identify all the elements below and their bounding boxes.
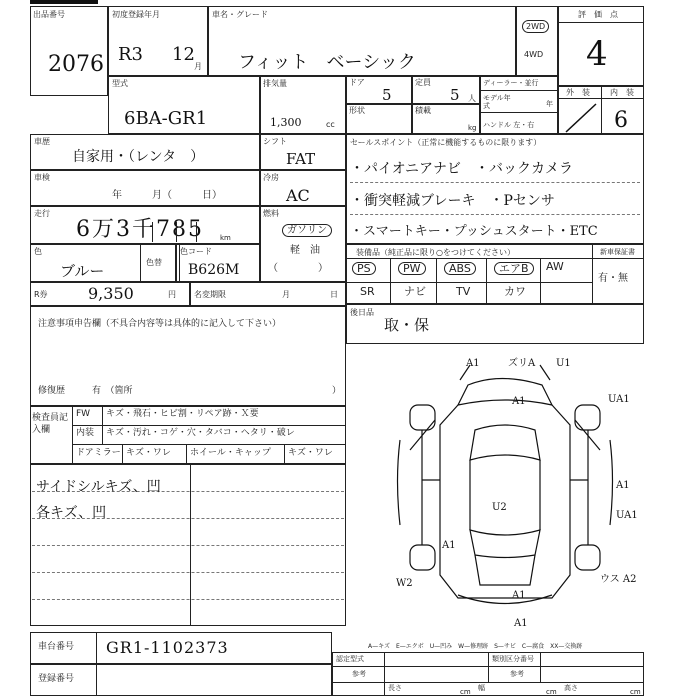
- notes-header: 注意事項申告欄（不具合内容等は具体的に記入して下さい）: [38, 319, 282, 329]
- score-label: 評 価 点: [578, 10, 618, 19]
- lot-box: [30, 6, 108, 96]
- name-change-day: 日: [330, 290, 338, 299]
- history-value: 自家用・（レンタ ）: [72, 149, 205, 165]
- height-label: 高さ: [564, 684, 578, 692]
- model-label: 型式: [112, 79, 128, 88]
- mileage-value: 6万3千785: [76, 217, 204, 242]
- ext-label: 外 装: [566, 88, 590, 97]
- first-reg-month: 12: [172, 44, 195, 65]
- equipment-item-r2-3: カワ: [504, 285, 526, 298]
- repair-label: 修復歴: [38, 386, 66, 396]
- warranty-value: 有・無: [598, 273, 628, 284]
- door-label: ドア: [349, 78, 365, 87]
- equipment-item-r2-0: SR: [360, 285, 375, 298]
- fuel-alt: 軽 油: [290, 245, 320, 256]
- ext-slash-mark: [560, 98, 600, 134]
- inspector-note-1: サイドシルキズ、凹: [36, 479, 161, 495]
- new-car-label: 新車保証書: [600, 248, 635, 256]
- equipment-item-4: AW: [546, 260, 564, 273]
- recycle-unit: 円: [168, 290, 176, 299]
- r3-head2: ホイール・キャップ: [190, 448, 271, 458]
- sales-label: セールスポイント（正常に機能するものに限ります）: [350, 138, 542, 147]
- car-diagram: [380, 350, 650, 630]
- rear-items: 取・保: [384, 316, 430, 334]
- drive-box: [516, 6, 558, 76]
- damage-mark-12: ウス A2: [600, 574, 637, 585]
- mileage-label: 走行: [34, 209, 50, 218]
- first-reg-month-unit: 月: [194, 62, 202, 71]
- cooling-label: 冷房: [263, 173, 279, 182]
- inspector-note-2: 各キズ、凹: [36, 505, 107, 521]
- damage-mark-10: A1: [514, 618, 528, 629]
- r1-text: キズ・飛石・ヒビ割・リペア跡・Ｘ要: [106, 409, 259, 419]
- model-value: 6BA-GR1: [124, 108, 208, 129]
- color-value: ブルー: [60, 262, 105, 280]
- r3-text: キズ・ワレ: [126, 448, 171, 458]
- width-cm: cm: [546, 688, 557, 696]
- equipment-item-1: PW: [398, 262, 426, 275]
- damage-mark-2: U1: [556, 358, 571, 369]
- r1-head: FW: [76, 409, 91, 419]
- chassis-label: 車台番号: [38, 642, 75, 652]
- sales-line-2: ・衝突軽減ブレーキ ・Pセンサ: [350, 193, 555, 209]
- history-label: 車歴: [34, 137, 50, 146]
- handle-label: ハンドル 左・右: [483, 121, 535, 129]
- first-reg-label: 初度登録年月: [112, 10, 160, 19]
- first-reg-era: R3: [118, 44, 144, 65]
- name-value: フィット ベーシック: [238, 52, 416, 73]
- year-unit: 年: [546, 100, 553, 108]
- door-value: 5: [382, 86, 392, 104]
- drive-2wd: 2WD: [522, 20, 549, 33]
- damage-mark-9: W2: [396, 578, 413, 589]
- recycle-label: R券: [34, 290, 48, 299]
- r3-head: ドアミラー: [76, 448, 121, 458]
- damage-mark-5: A1: [616, 480, 630, 491]
- name-label: 車名・グレード: [212, 10, 268, 19]
- shift-label: シフト: [263, 137, 287, 146]
- lot-number: 2076: [48, 52, 104, 77]
- shape-label: 形状: [349, 106, 365, 115]
- equipment-item-r2-2: TV: [456, 285, 471, 298]
- displacement-label: 排気量: [263, 79, 287, 88]
- equipment-item-3: エアB: [494, 262, 534, 275]
- damage-mark-7: U2: [492, 502, 507, 513]
- displacement-value: 1,300: [270, 116, 302, 129]
- damage-mark-3: A1: [512, 396, 526, 407]
- chassis-value: GR1-1102373: [106, 638, 229, 657]
- mileage-unit: km: [220, 234, 231, 242]
- int-value: 6: [614, 108, 628, 133]
- recycle-value: 9,350: [88, 284, 134, 303]
- equipment-item-r2-1: ナビ: [404, 285, 426, 298]
- drive-4wd: 4WD: [524, 50, 544, 59]
- load-label: 積載: [415, 106, 431, 115]
- sales-line-1: ・パイオニアナビ ・バックカメラ: [350, 161, 574, 177]
- capacity-label: 定員: [415, 78, 431, 87]
- class-label: 類別区分番号: [492, 655, 534, 663]
- inspection-value: 年 月（ 日）: [112, 190, 222, 201]
- width-label: 幅: [478, 684, 485, 692]
- damage-mark-1: ズリA: [508, 358, 536, 369]
- length-label: 長さ: [388, 684, 402, 692]
- damage-mark-0: A1: [466, 358, 480, 369]
- cooling-value: AC: [286, 186, 310, 205]
- load-unit: kg: [468, 124, 477, 132]
- name-change-month: 月: [282, 290, 290, 299]
- color-code-label: 色コード: [180, 247, 212, 256]
- repair-close: ）: [332, 386, 342, 396]
- name-change-label: 名変期限: [194, 290, 226, 299]
- shift-value: FAT: [286, 150, 316, 168]
- damage-mark-6: UA1: [616, 510, 638, 521]
- r2-text: キズ・汚れ・コゲ・穴・タバコ・ヘタリ・破レ: [106, 428, 295, 438]
- equipment-label: 装備品（純正品に限り○をつけてください）: [356, 248, 515, 257]
- inspector-label: 検査員記入欄: [32, 413, 69, 435]
- capacity-value: 5: [450, 86, 460, 104]
- length-cm: cm: [460, 688, 471, 696]
- color-label: 色: [34, 247, 42, 256]
- lot-label: 出品番号: [33, 10, 65, 19]
- cert-label: 認定型式: [336, 655, 364, 663]
- rear-label: 後日品: [350, 308, 374, 317]
- ref-label-2: 参考: [510, 670, 524, 678]
- score-value: 4: [586, 34, 608, 74]
- color-code-value: B626M: [188, 262, 240, 278]
- int-label: 内 装: [610, 88, 634, 97]
- damage-mark-4: UA1: [608, 394, 630, 405]
- equipment-item-2: ABS: [444, 262, 476, 275]
- r2-head: 内装: [76, 428, 95, 438]
- inspection-label: 車検: [34, 173, 50, 182]
- sales-line-3: ・スマートキー・プッシュスタート・ETC: [350, 224, 598, 239]
- model-year-label: モデル年式: [483, 94, 511, 110]
- fuel-paren: （ ）: [268, 263, 328, 274]
- equipment-item-0: PS: [352, 262, 376, 275]
- damage-mark-8: A1: [512, 590, 526, 601]
- reg-label: 登録番号: [38, 674, 75, 684]
- displacement-unit: cc: [326, 120, 335, 129]
- fuel-label: 燃料: [263, 209, 279, 218]
- r3-text2: キズ・ワレ: [288, 448, 333, 458]
- top-tab: [30, 0, 98, 4]
- height-cm: cm: [630, 688, 641, 696]
- dealer-label: ディーラー・並行: [483, 79, 539, 87]
- ref-label: 参考: [352, 670, 366, 678]
- capacity-unit: 人: [468, 94, 476, 103]
- fuel-value: ガソリン: [282, 224, 332, 237]
- color-change-label: 色替: [146, 258, 162, 267]
- damage-legend: A—キズ E—エクボ U—凹み W—修理跡 S—サビ C—腐食 XX—交換跡: [368, 643, 583, 650]
- repair-value: 有 （箇所: [92, 386, 133, 396]
- damage-mark-11: A1: [442, 540, 456, 551]
- reg-box: [30, 664, 332, 696]
